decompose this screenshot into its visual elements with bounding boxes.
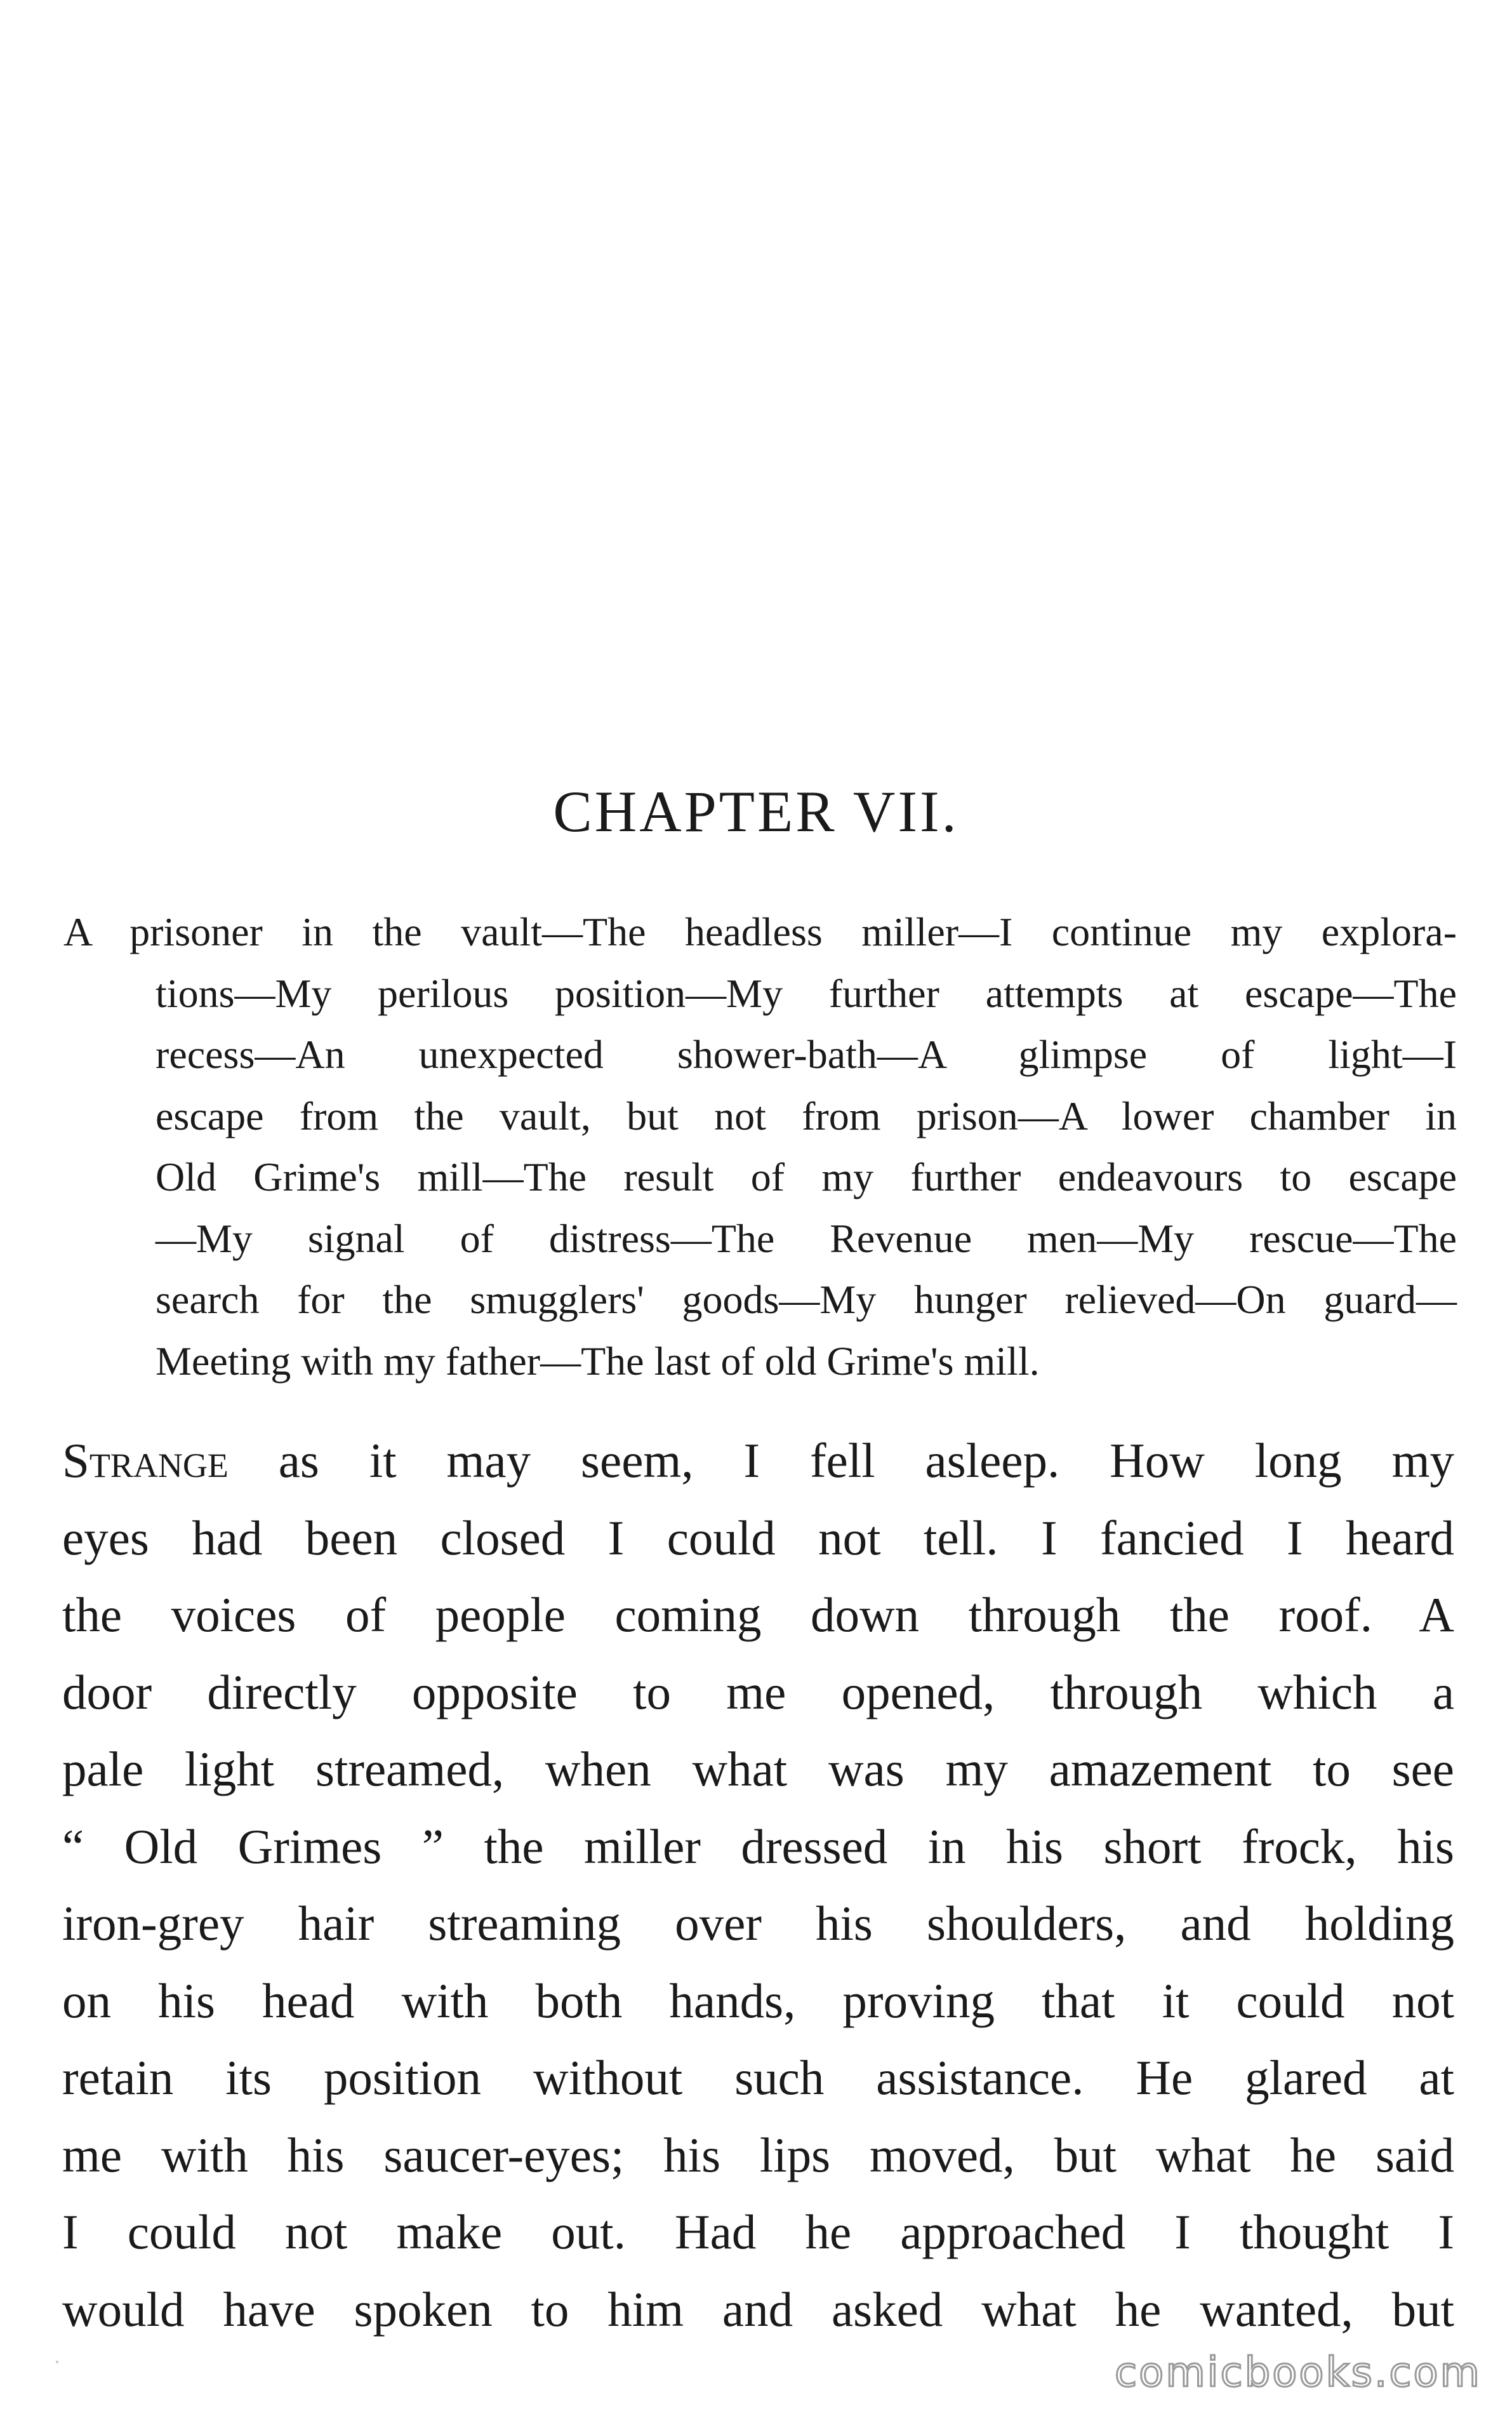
body-line: door directly opposite to me opened, through which a	[62, 1664, 1454, 1719]
body-line: would have spoken to him and asked what he wanted, but	[62, 2281, 1454, 2337]
synopsis-line: Old Grime's mill—The result of my further endeavours to escape	[156, 1154, 1457, 1199]
body-line: I could not make out. Had he approached I thought I	[62, 2205, 1454, 2259]
synopsis-line: —My signal of distress—The Revenue men—My rescue—The	[156, 1215, 1457, 1261]
site-watermark: comicbooks.com	[1114, 2349, 1482, 2396]
body-line: “ Old Grimes ” the miller dressed in his short frock, his	[62, 1819, 1454, 1874]
synopsis-line: escape from the vault, but not from prison—A lower chamber in	[156, 1093, 1457, 1138]
body-line	[62, 1422, 1454, 1500]
chapter-body	[62, 1422, 1454, 2348]
scan-speck	[56, 2361, 58, 2363]
synopsis-line: Meeting with my father—The last of old Grime's mill.	[156, 1338, 1040, 1384]
synopsis-line: A prisoner in the vault—The headless miller—I continue my explora-	[63, 909, 1457, 954]
body-line: pale light streamed, when what was my amazement to see	[62, 1742, 1454, 1796]
chapter-title: CHAPTER VII.	[553, 779, 959, 844]
body-line: retain its position without such assistance. He glared at	[62, 2050, 1454, 2105]
synopsis-line: search for the smugglers' goods—My hunger relieved—On guard—	[156, 1277, 1457, 1322]
body-line: me with his saucer-eyes; his lips moved, but what he said	[62, 2127, 1454, 2182]
body-line-rest: as it may seem, I fell asleep. How long my	[228, 1433, 1454, 1488]
body-line: the voices of people coming down through the roof. A	[62, 1587, 1454, 1642]
chapter-synopsis	[63, 902, 1457, 1392]
drop-word: Strange	[62, 1433, 229, 1488]
synopsis-line: tions—My perilous position—My further attempts at escape—The	[156, 970, 1457, 1016]
body-line: on his head with both hands, proving that it could not	[62, 1973, 1454, 2028]
body-line: eyes had been closed I could not tell. I fancied I heard	[62, 1510, 1454, 1565]
synopsis-line: recess—An unexpected shower-bath—A glimpse of light—I	[156, 1032, 1457, 1077]
body-line: iron-grey hair streaming over his shoulders, and holding	[62, 1896, 1454, 1951]
